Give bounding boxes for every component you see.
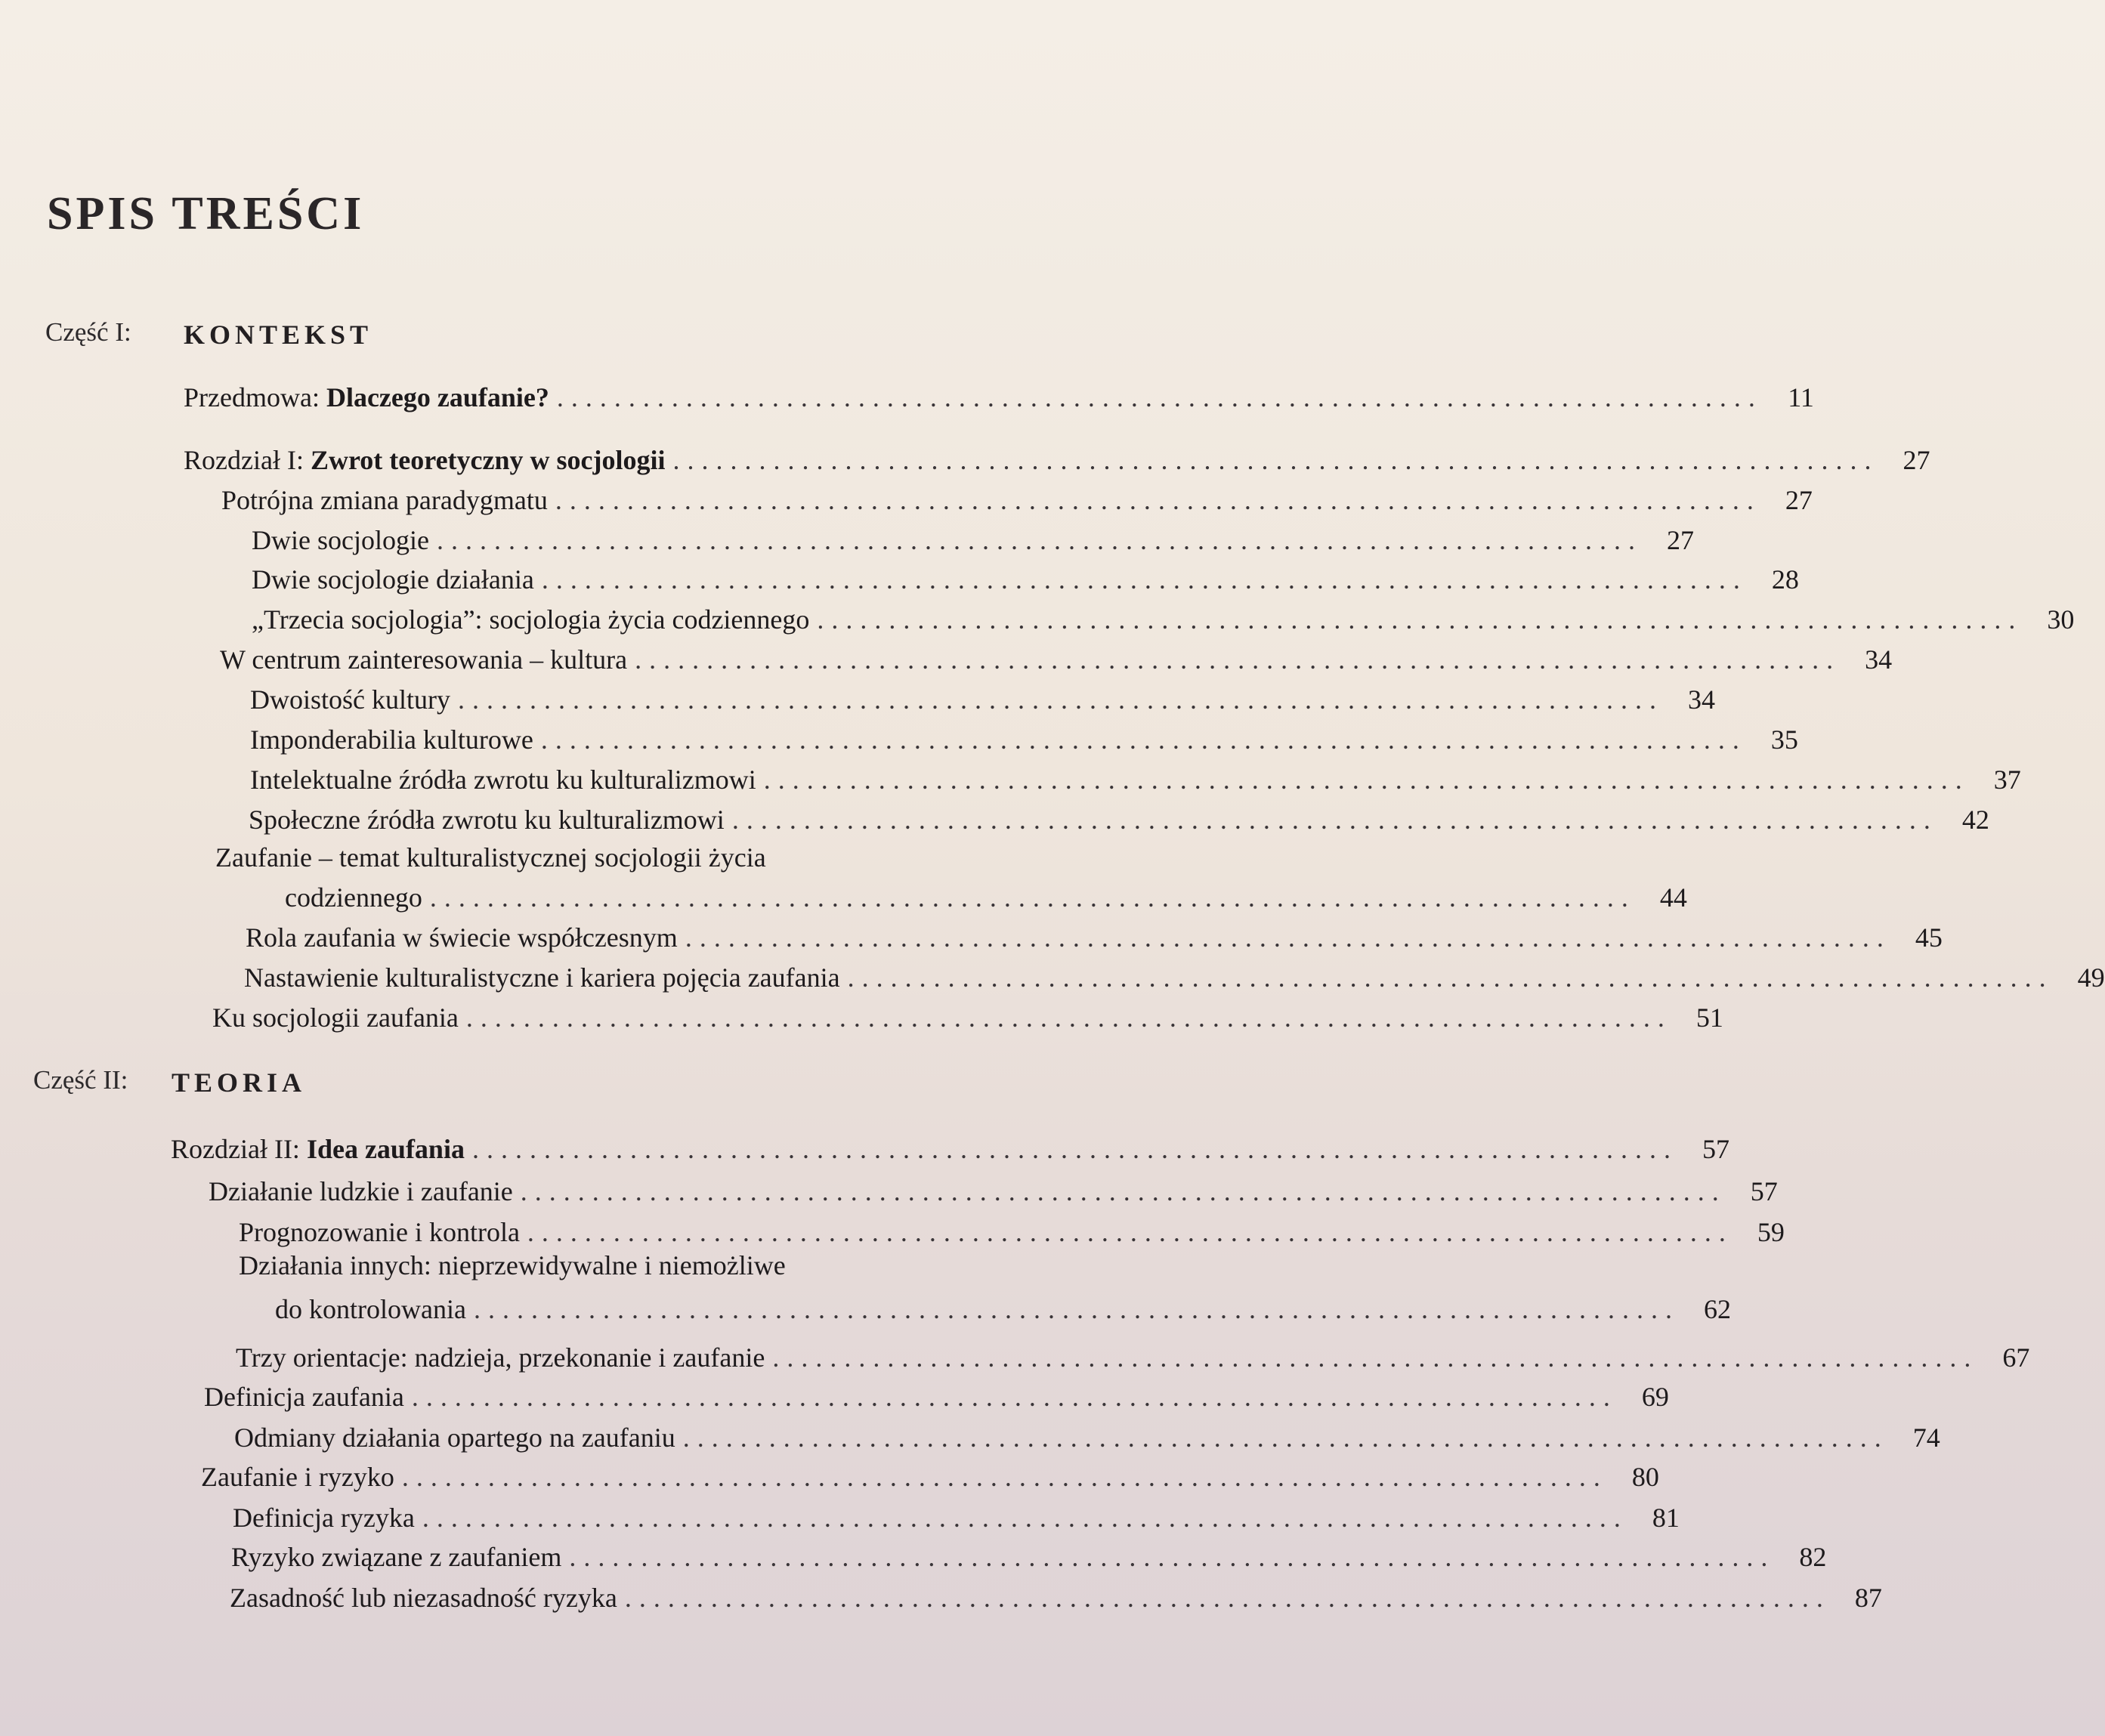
entry-title: codziennego (285, 882, 422, 913)
leader-dots: .................................................................................... (465, 1002, 1672, 1033)
leader-dots: .................................................................................... (569, 1542, 1776, 1572)
toc-entry (250, 764, 2021, 795)
leader-dots: .................................................................................... (527, 1217, 1733, 1247)
entry-title: Definicja ryzyka (233, 1503, 415, 1533)
entry-title: Intelektualne źródła zwrotu ku kulturalizmowi (250, 765, 756, 795)
leader-dots: .................................................................................... (422, 1503, 1628, 1533)
entry-title: W centrum zainteresowania – kultura (220, 644, 628, 675)
part-2-label: Część II: (33, 1065, 128, 1095)
entry-title: Nastawienie kulturalistyczne i kariera pojęcia zaufania (244, 962, 840, 993)
toc-entry (231, 1541, 1827, 1573)
toc-entry (212, 1002, 1723, 1033)
leader-dots: .................................................................................... (555, 485, 1761, 515)
entry-title: Prognozowanie i kontrola (239, 1217, 520, 1247)
entry-title: do kontrolowania (275, 1294, 466, 1324)
page-number: 67 (2002, 1342, 2030, 1373)
entry-title: Imponderabilia kulturowe (250, 724, 533, 755)
page-number: 27 (1903, 445, 1930, 475)
toc-entry (230, 1582, 1882, 1614)
entry-title: Zaufanie i ryzyko (201, 1462, 394, 1492)
page-number: 35 (1770, 724, 1798, 755)
entry-title: Dwie socjologie (252, 525, 429, 555)
entry-prefix: Przedmowa: (184, 382, 326, 412)
entry-title: Społeczne źródła zwrotu ku kulturalizmowi (249, 805, 725, 835)
entry-title: Ku socjologii zaufania (212, 1002, 459, 1033)
entry-prefix: Rozdział II: (171, 1134, 307, 1164)
page-number: 59 (1757, 1217, 1785, 1247)
page-number: 62 (1703, 1294, 1731, 1324)
entry-title: Idea zaufania (306, 1134, 465, 1164)
entry-title: Zwrot teoretyczny w socjologii (310, 445, 666, 475)
leader-dots: .................................................................................... (772, 1342, 1979, 1373)
entry-title: „Trzecia socjologia”: socjologia życia codziennego (252, 604, 810, 635)
leader-dots: .................................................................................... (520, 1176, 1726, 1206)
page-number: 45 (1915, 922, 1943, 953)
toc-entry (250, 684, 1715, 715)
leader-dots: .................................................................................... (685, 922, 1891, 953)
leader-dots: .................................................................................... (682, 1422, 1889, 1453)
toc-entry-line: Działania innych: nieprzewidywalne i niemożliwe (239, 1250, 786, 1280)
page-number: 42 (1961, 805, 1989, 835)
page-number: 37 (1993, 765, 2021, 795)
toc-entry (249, 804, 1989, 836)
leader-dots: .................................................................................... (473, 1294, 1680, 1324)
toc-entry (171, 1133, 1729, 1165)
page-number: 49 (2077, 962, 2105, 993)
part-1-label: Część I: (45, 317, 131, 347)
page-number: 27 (1666, 525, 1694, 555)
leader-dots: .................................................................................... (635, 644, 1841, 675)
entry-title: Dwoistość kultury (250, 684, 450, 715)
toc-entry (252, 604, 2075, 635)
toc-entry (275, 1293, 1731, 1325)
page-number: 82 (1799, 1542, 1827, 1572)
page-number: 28 (1771, 564, 1799, 595)
page-number: 87 (1854, 1583, 1882, 1613)
page-number: 44 (1659, 882, 1687, 913)
leader-dots: .................................................................................... (471, 1134, 1678, 1164)
toc-entry (184, 381, 1814, 413)
leader-dots: .................................................................................... (672, 445, 1879, 475)
page-title: SPIS TREŚCI (47, 188, 365, 239)
leader-dots: .................................................................................... (763, 765, 1970, 795)
page-number: 57 (1702, 1134, 1729, 1164)
page-number: 69 (1641, 1382, 1669, 1412)
toc-entry (246, 922, 1943, 953)
entry-title: Definicja zaufania (204, 1382, 404, 1412)
leader-dots: .................................................................................... (556, 382, 1763, 412)
leader-dots: .................................................................................... (436, 525, 1643, 555)
page-number: 34 (1865, 644, 1893, 675)
toc-entry (252, 524, 1694, 556)
entry-title: Działanie ludzkie i zaufanie (209, 1176, 513, 1206)
leader-dots: .................................................................................... (411, 1382, 1618, 1412)
entry-title: Rola zaufania w świecie współczesnym (246, 922, 678, 953)
leader-dots: .................................................................................... (429, 882, 1636, 913)
leader-dots: .................................................................................... (401, 1462, 1608, 1492)
toc-entry (234, 1422, 1940, 1453)
entry-title: Trzy orientacje: nadzieja, przekonanie i zaufanie (236, 1342, 765, 1373)
toc-entry (220, 644, 1893, 675)
toc-entry (201, 1461, 1659, 1493)
toc-entry (236, 1342, 2030, 1373)
toc-entry (209, 1175, 1778, 1207)
leader-dots: .................................................................................... (540, 724, 1747, 755)
leader-dots: .................................................................................... (458, 684, 1664, 715)
entry-title: Dwie socjologie działania (252, 564, 534, 595)
page-number: 81 (1652, 1503, 1680, 1533)
page-number: 11 (1788, 382, 1814, 412)
toc-entry (184, 444, 1930, 476)
entry-title: Potrójna zmiana paradygmatu (221, 485, 548, 515)
part-1-title: KONTEKST (184, 320, 373, 350)
entry-title: Dlaczego zaufanie? (326, 382, 549, 412)
toc-entry (204, 1381, 1669, 1413)
toc-entry (244, 962, 2105, 993)
toc-entry (285, 882, 1687, 913)
page-number: 80 (1631, 1462, 1659, 1492)
toc-entry (239, 1216, 1785, 1248)
page-number: 51 (1695, 1002, 1723, 1033)
toc-entry-line: Zaufanie – temat kulturalistycznej socjologii życia (215, 842, 766, 873)
leader-dots: .................................................................................... (541, 564, 1748, 595)
entry-title: Ryzyko związane z zaufaniem (231, 1542, 562, 1572)
page-number: 74 (1912, 1422, 1940, 1453)
entry-prefix: Rozdział I: (184, 445, 311, 475)
leader-dots: .................................................................................... (817, 604, 2023, 635)
toc-entry (233, 1502, 1680, 1534)
toc-entry (252, 564, 1799, 595)
page-number: 27 (1785, 485, 1813, 515)
leader-dots: .................................................................................... (731, 805, 1938, 835)
leader-dots: .................................................................................... (847, 962, 2054, 993)
entry-title: Odmiany działania opartego na zaufaniu (234, 1422, 675, 1453)
toc-entry (221, 484, 1813, 516)
part-2-title: TEORIA (172, 1067, 307, 1098)
toc-entry (250, 724, 1798, 755)
page-number: 34 (1688, 684, 1715, 715)
leader-dots: .................................................................................... (624, 1583, 1831, 1613)
page-number: 57 (1750, 1176, 1778, 1206)
page-number: 30 (2047, 604, 2075, 635)
entry-title: Zasadność lub niezasadność ryzyka (230, 1583, 617, 1613)
